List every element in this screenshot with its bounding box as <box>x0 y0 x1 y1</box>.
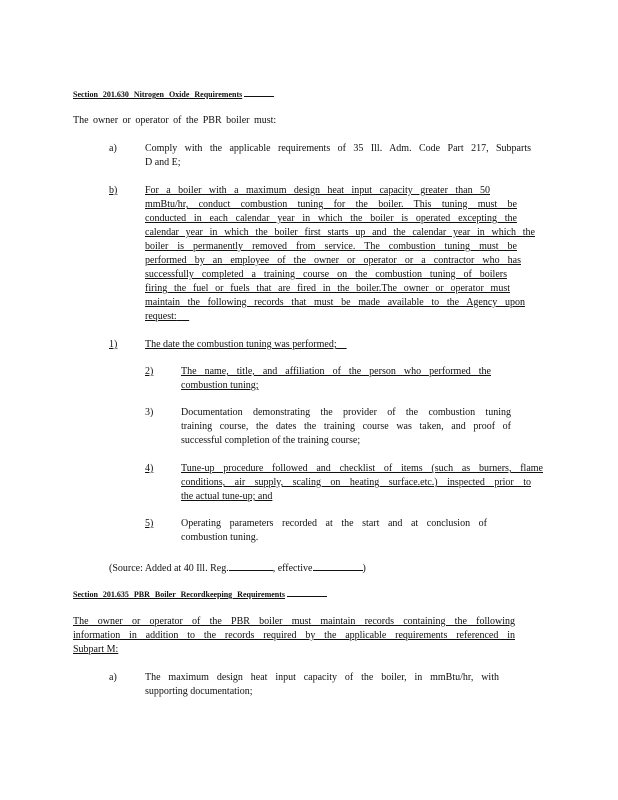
section-201-635-heading-text: Section 201.635 PBR Boiler Recordkeeping Requirements <box>73 590 286 599</box>
item-1-text <box>145 338 385 352</box>
text-line: training course, the dates the training course was taken, and proof of <box>181 421 511 432</box>
text-line: For a boiler with a maximum design heat input capacity greater than 50 <box>145 185 490 196</box>
text-line: performed by an employee of the owner or operator or a contractor who has <box>145 255 521 266</box>
text-line: mmBtu/hr, conduct combustion tuning for the boiler. This tuning must be <box>145 199 517 210</box>
heading-underline-rule <box>244 96 274 97</box>
item-a-text <box>145 142 531 170</box>
section-201-635-heading <box>73 590 327 599</box>
source-prefix: (Source: Added at 40 Ill. Reg. <box>109 563 229 574</box>
text-line: conditions, air supply, scaling on heating surface.etc.) inspected prior to <box>181 477 531 488</box>
item-2-marker: 2) <box>145 366 154 377</box>
text-line: The maximum design heat input capacity of the boiler, in mmBtu/hr, with <box>145 672 499 683</box>
item-5-marker: 5) <box>145 518 154 529</box>
text-line: successfully completed a training course on the combustion tuning of boilers <box>145 269 507 280</box>
item-2-text <box>181 365 491 393</box>
heading-underline-rule <box>287 596 327 597</box>
item-5-text <box>181 517 487 545</box>
text-line: maintain the following records that must be made available to the Agency upon <box>145 297 525 308</box>
text-line-content: The date the combustion tuning was performed; <box>145 339 337 350</box>
text-line: Tune-up procedure followed and checklist of items (such as burners, flame <box>181 463 543 474</box>
section-201-635-item-a-text <box>145 671 499 699</box>
text-line: combustion tuning. <box>181 532 259 543</box>
text-line: Comply with the applicable requirements of 35 Ill. Adm. Code Part 217, Subparts <box>145 143 531 154</box>
text-line: supporting documentation; <box>145 686 253 697</box>
item-4-marker: 4) <box>145 463 154 474</box>
text-line: conducted in each calendar year in which the boiler is operated excepting the <box>145 213 517 224</box>
item-b-text <box>145 184 535 324</box>
text-line: the actual tune-up; and <box>181 491 273 502</box>
source-blank-effective <box>313 560 363 571</box>
item-a-marker: a) <box>109 143 117 154</box>
text-line <box>145 310 535 324</box>
text-line: firing the fuel or fuels that are fired in the boiler.The owner or operator must <box>145 283 510 294</box>
text-line <box>145 338 385 352</box>
item-3-marker: 3) <box>145 407 154 418</box>
item-4-text <box>181 462 543 504</box>
section-201-630-intro: The owner or operator of the PBR boiler must: <box>73 115 277 126</box>
text-line: D and E; <box>145 157 181 168</box>
item-3-text <box>181 406 511 448</box>
item-b-marker: b) <box>109 185 118 196</box>
text-line: The name, title, and affiliation of the person who performed the <box>181 366 491 377</box>
text-line-content: request: <box>145 311 177 322</box>
text-line: Operating parameters recorded at the start and at conclusion of <box>181 518 487 529</box>
text-line: The owner or operator of the PBR boiler must maintain records containing the following <box>73 616 515 627</box>
source-middle: , effective <box>272 563 313 574</box>
item-1-marker: 1) <box>109 339 118 350</box>
section-201-630-heading-text: Section 201.630 Nitrogen Oxide Requirements <box>73 90 243 99</box>
text-line: Subpart M: <box>73 644 119 655</box>
text-line: successful completion of the training course; <box>181 435 361 446</box>
section-201-630-heading <box>73 90 274 99</box>
section-201-635-item-a-marker: a) <box>109 672 117 683</box>
text-line: combustion tuning; <box>181 380 259 391</box>
text-line: information in addition to the records required by the applicable requirements referenced in <box>73 630 515 641</box>
text-line: boiler is permanently removed from service. The combustion tuning must be <box>145 241 517 252</box>
source-note <box>109 560 366 574</box>
section-201-635-intro <box>73 615 515 657</box>
source-suffix: ) <box>362 563 366 574</box>
text-line: calendar year in which the boiler first starts up and the calendar year in which the <box>145 227 535 238</box>
text-line: Documentation demonstrating the provider of the combustion tuning <box>181 407 511 418</box>
source-blank-reg <box>229 560 273 571</box>
